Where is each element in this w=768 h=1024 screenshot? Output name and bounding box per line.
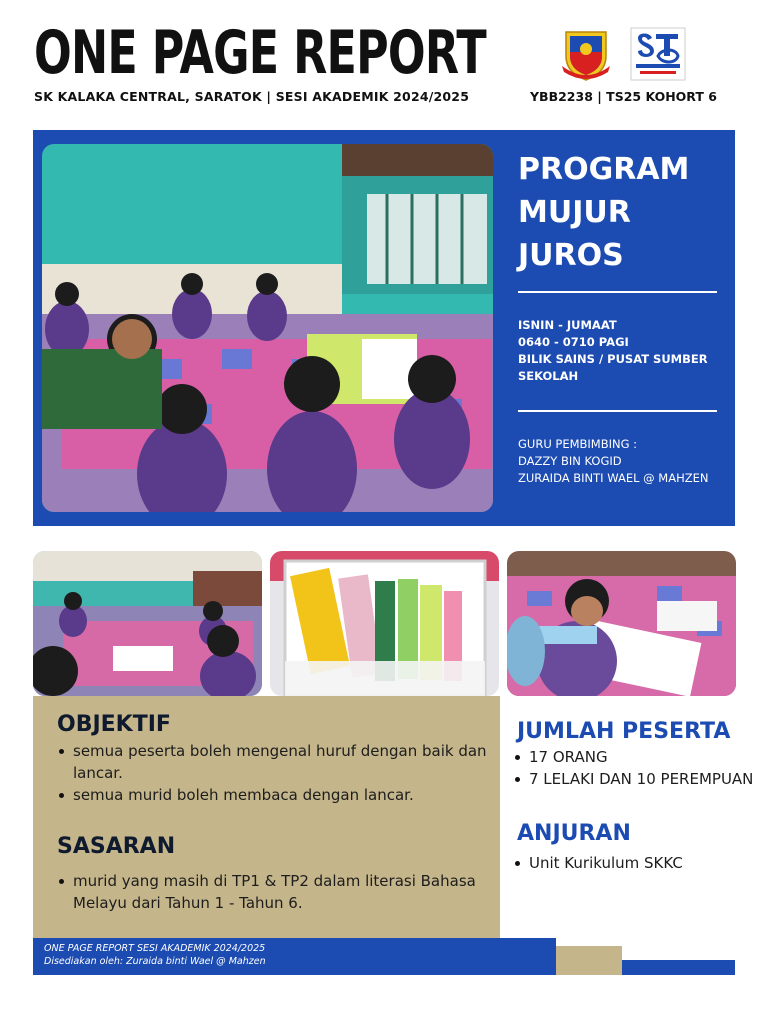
footer-prepared-by: Disediakan oleh: Zuraida binti Wael @ Mahzen <box>44 956 266 967</box>
schedule-time: 0640 - 0710 PAGI <box>518 335 629 349</box>
footer-line: ONE PAGE REPORT SESI AKADEMIK 2024/2025 <box>44 943 266 954</box>
student-reading-photo <box>507 551 736 696</box>
program-schedule <box>518 317 733 385</box>
schedule-days: ISNIN - JUMAAT <box>518 318 617 332</box>
guru-name: DAZZY BIN KOGID <box>518 454 622 468</box>
divider <box>518 291 717 293</box>
classroom-photo <box>42 144 493 512</box>
sasaran-list <box>57 870 483 914</box>
peserta-list <box>513 746 768 790</box>
list-item: murid yang masih di TP1 & TP2 dalam literasi Bahasa Melayu dari Tahun 1 - Tahun 6. <box>73 870 483 914</box>
sasaran-heading: SASARAN <box>57 834 176 859</box>
school-crest-icon <box>558 26 614 82</box>
page-title: ONE PAGE REPORT <box>34 18 486 88</box>
anjuran-heading: ANJURAN <box>517 821 631 846</box>
list-item: 17 ORANG <box>529 746 768 768</box>
guru-label: GURU PEMBIMBING : <box>518 437 638 451</box>
reading-materials-basket-photo <box>270 551 499 696</box>
school-session-subtitle: SK KALAKA CENTRAL, SARATOK | SESI AKADEMIK 2024/2025 <box>34 89 470 104</box>
anjuran-list <box>513 852 768 874</box>
program-title-line: PROGRAM <box>518 152 690 187</box>
schedule-venue: BILIK SAINS / PUSAT SUMBER SEKOLAH <box>518 352 708 383</box>
divider <box>518 410 717 412</box>
list-item: semua peserta boleh mengenal huruf dengan baik dan lancar. <box>73 740 493 784</box>
list-item: 7 LELAKI DAN 10 PEREMPUAN <box>529 768 768 790</box>
program-hero-panel <box>33 130 735 526</box>
ts25-logo-icon <box>630 26 686 82</box>
jumlah-peserta-heading: JUMLAH PESERTA <box>517 719 731 744</box>
footer-text <box>44 942 266 968</box>
program-title <box>518 148 728 277</box>
program-title-line: MUJUR <box>518 195 631 230</box>
reading-class-photo <box>33 551 262 696</box>
guru-name: ZURAIDA BINTI WAEL @ MAHZEN <box>518 471 709 485</box>
list-item: Unit Kurikulum SKKC <box>529 852 768 874</box>
objektif-heading: OBJEKTIF <box>57 712 171 737</box>
guru-pembimbing <box>518 436 733 487</box>
program-title-line: JUROS <box>518 238 624 273</box>
footer-accent-tan <box>556 946 622 975</box>
list-item: semua murid boleh membaca dengan lancar. <box>73 784 493 806</box>
objektif-list <box>57 740 493 806</box>
footer-accent-blue <box>622 960 735 975</box>
program-code: YBB2238 | TS25 KOHORT 6 <box>530 89 717 104</box>
